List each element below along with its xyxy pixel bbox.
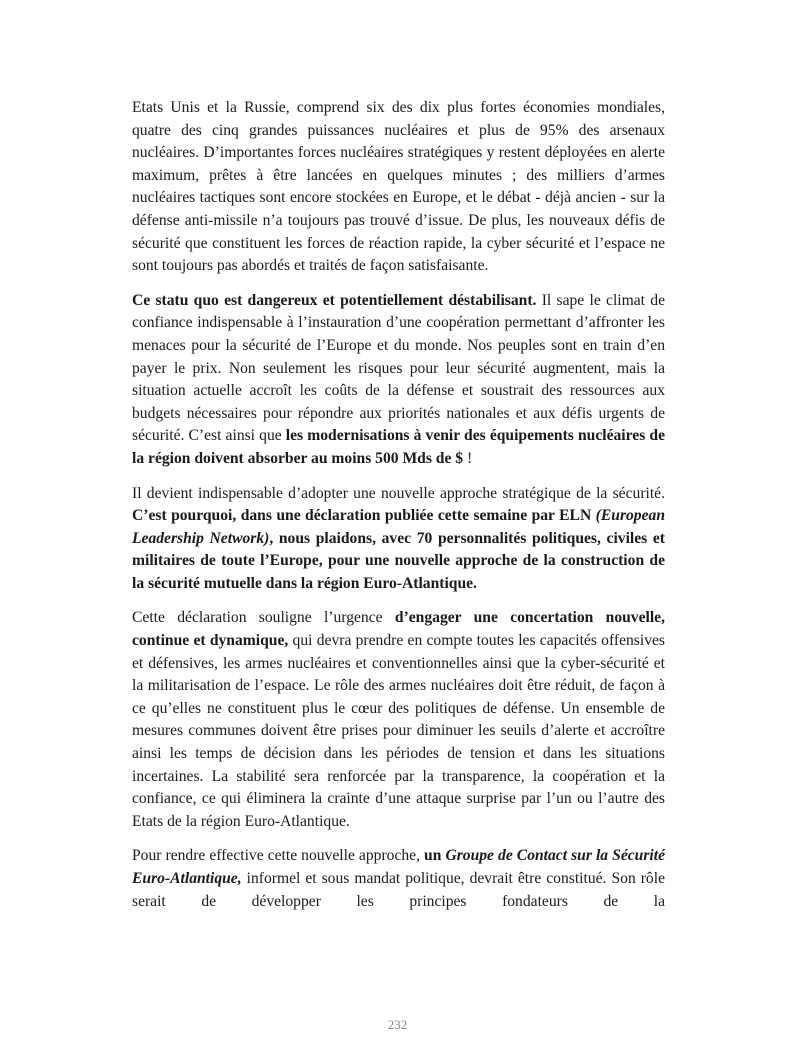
italic-run: Groupe de Contact sur la Sécurité Euro-Atlantique, <box>132 847 666 887</box>
text-run: Etats Unis et la Russie, comprend six des dix plus fortes économies mondiales, quatre des cinq grandes puissances nucléaires et plus de 95% des arsenaux nucléaires. D’importantes forces nucléaires stratégiques y restent déployées en alerte maximum, prêtes à être lancées en quelques minutes ; des milliers d’armes nucléaires tactiques sont encore stockées en Europe, et le débat - déjà ancien - sur la défense anti-missile n’a toujours pas trouvé d’issue. De plus, les nouveaux défis de sécurité que constituent les forces de réaction rapide, la cyber sécurité et l’espace ne sont toujours pas abordés et traités de façon satisfaisante. <box>132 99 665 275</box>
paragraph-4 <box>132 607 665 833</box>
text-run: Pour rendre effective cette nouvelle approche, <box>132 847 425 865</box>
bold-run: les modernisations à venir des équipements nucléaires de la région doivent absorber au moins 500 Mds de $ <box>132 427 665 467</box>
bold-run: Ce statu quo est dangereux et potentiellement déstabilisant. <box>132 291 537 309</box>
text-run: informel et sous mandat politique, devrait être constitué. Son rôle serait de développer les principes fondateurs de la <box>132 870 665 910</box>
text-run: qui devra prendre en compte toutes les capacités offensives et défensives, les armes nucléaires et conventionnelles ainsi que la cyber-sécurité et la militarisation de l’espace. Le rôle des armes nucléaires doit être réduit, de façon à ce qu’elles ne constituent plus le cœur des politiques de défense. Un ensemble de mesures communes doivent être prises pour diminuer les seuils d’alerte et accroître ainsi les temps de décision dans les périodes de tension et dans les situations incertaines. La stabilité sera renforcée par la transparence, la coopération et la confiance, ce qui éliminera la crainte d’une attaque surprise par l’un ou l’autre des Etats de la région Euro-Atlantique. <box>132 632 665 830</box>
paragraph-3 <box>132 483 665 596</box>
paragraph-5 <box>132 845 665 913</box>
paragraph-2 <box>132 290 665 471</box>
bold-run: C’est pourquoi, dans une déclaration publiée cette semaine par ELN <box>132 507 596 525</box>
page-number: 232 <box>387 1017 408 1032</box>
text-run: ! <box>463 449 473 467</box>
page-body <box>132 97 665 925</box>
text-run: Il sape le climat de confiance indispensable à l’instauration d’une coopération permettant d’affronter les menaces pour la sécurité de l’Europe et du monde. Nos peuples sont en train d’en payer le prix. Non seulement les risques pour leur sécurité augmentent, mais la situation actuelle accroît les coûts de la défense et soustrait des ressources aux budgets nécessaires pour répondre aux priorités nationales et aux défis urgents de sécurité. C’est ainsi que <box>132 291 665 445</box>
italic-run: (European Leadership Network) <box>132 507 665 547</box>
text-run: Il devient indispensable d’adopter une nouvelle approche stratégique de la sécurité. <box>132 484 665 502</box>
bold-run: d’engager une concertation nouvelle, continue et dynamique, <box>132 609 666 650</box>
paragraph-1 <box>132 97 665 278</box>
text-run: Cette déclaration souligne l’urgence <box>132 609 395 627</box>
bold-run: , nous plaidons, avec 70 personnalités politiques, civiles et militaires de toute l’Europe, pour une nouvelle approche de la construction de la sécurité mutuelle dans la région Euro-Atlantique. <box>132 529 665 592</box>
bold-run: un <box>424 847 446 865</box>
